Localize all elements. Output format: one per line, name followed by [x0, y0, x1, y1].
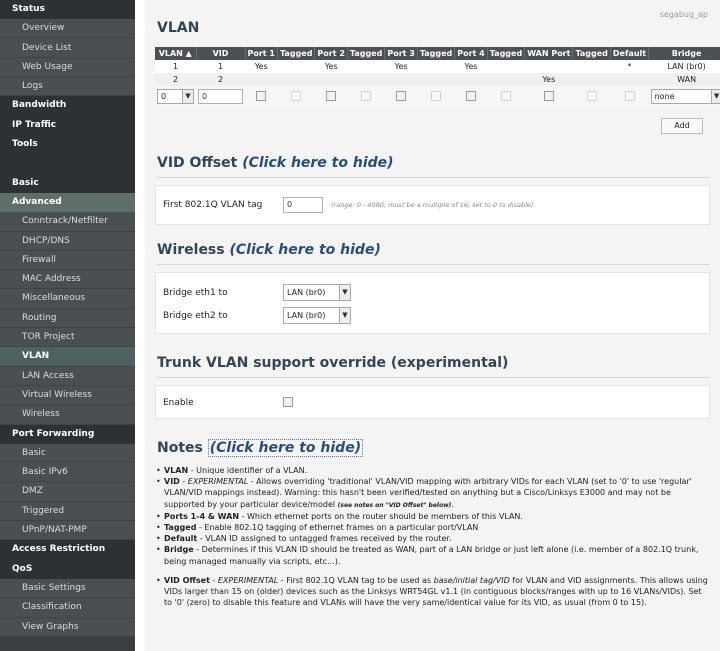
wireless-title [157, 242, 710, 265]
table-cell: Yes [385, 60, 417, 73]
nav-overview[interactable]: Overview [0, 19, 135, 38]
bridge-eth1-label: Bridge eth1 to [163, 288, 228, 298]
column-header-port1-tagged[interactable]: Tagged [277, 47, 314, 60]
table-cell [455, 73, 487, 86]
column-header-port1[interactable]: Port 1 [245, 47, 277, 60]
column-header-bridge[interactable]: Bridge [649, 47, 720, 60]
table-cell: 2 [155, 73, 196, 86]
notes-title [157, 440, 710, 456]
vlan-new-row [155, 86, 720, 106]
table-cell [417, 73, 454, 86]
port3-checkbox[interactable] [396, 91, 406, 101]
wan-port-checkbox[interactable] [544, 91, 554, 101]
nav-qos-view-graphs[interactable]: View Graphs [0, 618, 135, 637]
add-vlan-button[interactable]: Add [661, 118, 703, 134]
table-cell [277, 73, 314, 86]
new-vlan-select[interactable] [157, 89, 194, 104]
nav-tor-project[interactable]: TOR Project [0, 328, 135, 347]
table-cell: 2 [196, 73, 245, 86]
table-cell [347, 73, 384, 86]
port1-checkbox[interactable] [256, 91, 266, 101]
table-row [155, 60, 720, 73]
notes-toggle[interactable]: (Click here to hide) [209, 440, 362, 456]
bridge-eth1-value: LAN (br0) [287, 288, 326, 297]
table-cell [315, 73, 347, 86]
table-cell: Yes [315, 60, 347, 73]
wan-tagged-checkbox[interactable] [587, 91, 597, 101]
nav-spacer [0, 154, 135, 173]
port1-tagged-checkbox[interactable] [291, 91, 301, 101]
chevron-down-icon: ▼ [339, 285, 350, 300]
trunk-enable-checkbox[interactable] [283, 397, 293, 407]
table-cell [277, 60, 314, 73]
nav-firewall[interactable]: Firewall [0, 251, 135, 270]
column-header-port3[interactable]: Port 3 [385, 47, 417, 60]
column-header-port3-tagged[interactable]: Tagged [417, 47, 454, 60]
vlan-title: VLAN [157, 20, 200, 36]
nav-ip-traffic[interactable]: IP Traffic [0, 116, 135, 135]
nav-routing[interactable]: Routing [0, 309, 135, 328]
note-ports: • Ports 1-4 & WAN - Which ethernet ports on the router should be members of this VLAN. [155, 511, 710, 522]
table-cell [245, 73, 277, 86]
nav-pf-basic-ipv6[interactable]: Basic IPv6 [0, 463, 135, 482]
column-header-vlan[interactable]: VLAN ▲ [155, 47, 196, 60]
new-bridge-value: none [654, 91, 675, 101]
note-bridge: • Bridge - Determines if this VLAN ID should be treated as WAN, part of a LAN bridge or just left alone (i.e. member of a 802.1Q trunk, being managed manually via scripts, etc...). [155, 544, 710, 566]
nav-pf-dmz[interactable]: DMZ [0, 482, 135, 501]
table-cell: LAN (br0) [649, 60, 720, 73]
router-name: segabug_ap [659, 10, 708, 19]
vid-offset-panel [155, 185, 710, 225]
column-header-wan-tagged[interactable]: Tagged [573, 47, 610, 60]
nav-vlan[interactable]: VLAN [0, 347, 135, 366]
table-row [155, 73, 720, 86]
trunk-enable-label: Enable [163, 398, 194, 408]
nav-device-list[interactable]: Device List [0, 39, 135, 58]
nav-qos-basic-settings[interactable]: Basic Settings [0, 579, 135, 598]
nav-conntrack[interactable]: Conntrack/Netfilter [0, 212, 135, 231]
nav-wireless[interactable]: Wireless [0, 405, 135, 424]
nav-advanced[interactable]: Advanced [0, 193, 135, 212]
vlan-table [155, 47, 720, 106]
column-header-default[interactable]: Default [610, 47, 648, 60]
note-vlan: • VLAN - Unique identifier of a VLAN. [155, 465, 710, 476]
table-cell: 1 [155, 60, 196, 73]
port4-checkbox[interactable] [466, 91, 476, 101]
column-header-port2-tagged[interactable]: Tagged [347, 47, 384, 60]
nav-tools[interactable]: Tools [0, 135, 135, 154]
table-cell [610, 73, 648, 86]
bridge-eth2-label: Bridge eth2 to [163, 311, 228, 321]
note-vid: • VID - EXPERIMENTAL - Allows overriding 'traditional' VLAN/VID mapping with arbitrary VIDs for each VLAN (set to '0' to use 'regular' VLAN/VID mappings instead). Warning: this hasn't been verified/tested on anything but a Cisco/Linksys E3000 and may not be supported by your particular device/model (see notes on "VID Offset" below). [155, 476, 710, 511]
nav-lan-access[interactable]: LAN Access [0, 367, 135, 386]
bridge-eth2-select[interactable] [283, 307, 351, 324]
vlan-table-header [155, 47, 720, 60]
wireless-title-text: Wireless [157, 242, 225, 258]
new-bridge-select[interactable] [651, 89, 720, 104]
vid-offset-note: (range: 0 - 4080; must be a multiple of 16; set to 0 to disable) [331, 201, 534, 209]
main-content [145, 0, 720, 651]
table-cell: Yes [455, 60, 487, 73]
bridge-eth1-select[interactable] [283, 284, 351, 301]
vid-offset-label: First 802.1Q VLAN tag [163, 200, 263, 210]
column-header-vid[interactable]: VID [196, 47, 245, 60]
table-cell [573, 60, 610, 73]
port2-checkbox[interactable] [326, 91, 336, 101]
table-cell [525, 60, 573, 73]
notes-title-text: Notes [157, 440, 203, 456]
note-tagged: • Tagged - Enable 802.1Q tagging of ethernet frames on a particular port/VLAN [155, 522, 710, 533]
table-cell [417, 60, 454, 73]
nav-logs[interactable]: Logs [0, 77, 135, 96]
note-vid-offset: • VID Offset - EXPERIMENTAL - First 802.1Q VLAN tag to be used as base/initial tag/VID for VLAN and VID assignments. This allows using VIDs larger than 15 on (older) devices such as the Linksys WRT54GL v1.1 (in contiguous blocks/ranges with up to 16 VLANs/VIDs). Set to '0' (zero) to disable this feature and VLANs will have the very same/identical value for its VID, as usual (from 0 to 15). [155, 575, 710, 609]
new-vlan-value: 0 [161, 91, 167, 101]
nav-basic[interactable]: Basic [0, 174, 135, 193]
table-cell [487, 60, 524, 73]
nav-status[interactable]: Status [0, 0, 135, 19]
vid-offset-toggle[interactable]: (Click here to hide) [242, 155, 394, 171]
wireless-toggle[interactable]: (Click here to hide) [229, 242, 381, 258]
table-cell: * [610, 60, 648, 73]
port3-tagged-checkbox[interactable] [431, 91, 441, 101]
nav-bandwidth[interactable]: Bandwidth [0, 96, 135, 115]
table-cell: 1 [196, 60, 245, 73]
nav-access-restriction[interactable]: Access Restriction [0, 540, 135, 559]
column-header-wan-port[interactable]: WAN Port [525, 47, 573, 60]
nav-qos[interactable]: QoS [0, 560, 135, 579]
note-default: • Default - VLAN ID assigned to untagged frames received by the router. [155, 533, 710, 544]
port4-tagged-checkbox[interactable] [501, 91, 511, 101]
notes-list [155, 465, 710, 608]
nav-pf-basic[interactable]: Basic [0, 444, 135, 463]
nav-pf-triggered[interactable]: Triggered [0, 502, 135, 521]
nav-web-usage[interactable]: Web Usage [0, 58, 135, 77]
bridge-eth2-value: LAN (br0) [287, 311, 326, 320]
table-cell: WAN [649, 73, 720, 86]
default-checkbox[interactable] [625, 91, 635, 101]
column-header-port4[interactable]: Port 4 [455, 47, 487, 60]
column-header-port2[interactable]: Port 2 [315, 47, 347, 60]
table-cell [347, 60, 384, 73]
vid-offset-title-text: VID Offset [157, 155, 238, 171]
vid-offset-input[interactable]: 0 [283, 197, 323, 213]
chevron-down-icon: ▼ [182, 90, 193, 103]
nav-qos-classification[interactable]: Classification [0, 598, 135, 617]
trunk-title: Trunk VLAN support override (experimental) [157, 355, 710, 378]
table-cell [487, 73, 524, 86]
chevron-down-icon: ▼ [711, 90, 720, 103]
table-cell [385, 73, 417, 86]
nav-dhcp-dns[interactable]: DHCP/DNS [0, 232, 135, 251]
port2-tagged-checkbox[interactable] [361, 91, 371, 101]
nav-miscellaneous[interactable]: Miscellaneous [0, 289, 135, 308]
trunk-panel [155, 385, 710, 419]
sidebar [0, 0, 135, 651]
table-cell [573, 73, 610, 86]
new-vid-input[interactable]: 0 [198, 89, 243, 104]
column-header-port4-tagged[interactable]: Tagged [487, 47, 524, 60]
table-cell: Yes [525, 73, 573, 86]
nav-port-forwarding[interactable]: Port Forwarding [0, 425, 135, 444]
nav-virtual-wireless[interactable]: Virtual Wireless [0, 386, 135, 405]
wireless-panel [155, 272, 710, 334]
table-cell: Yes [245, 60, 277, 73]
nav-pf-upnp[interactable]: UPnP/NAT-PMP [0, 521, 135, 540]
vid-offset-title [157, 155, 710, 178]
chevron-down-icon: ▼ [339, 308, 350, 323]
nav-mac-address[interactable]: MAC Address [0, 270, 135, 289]
